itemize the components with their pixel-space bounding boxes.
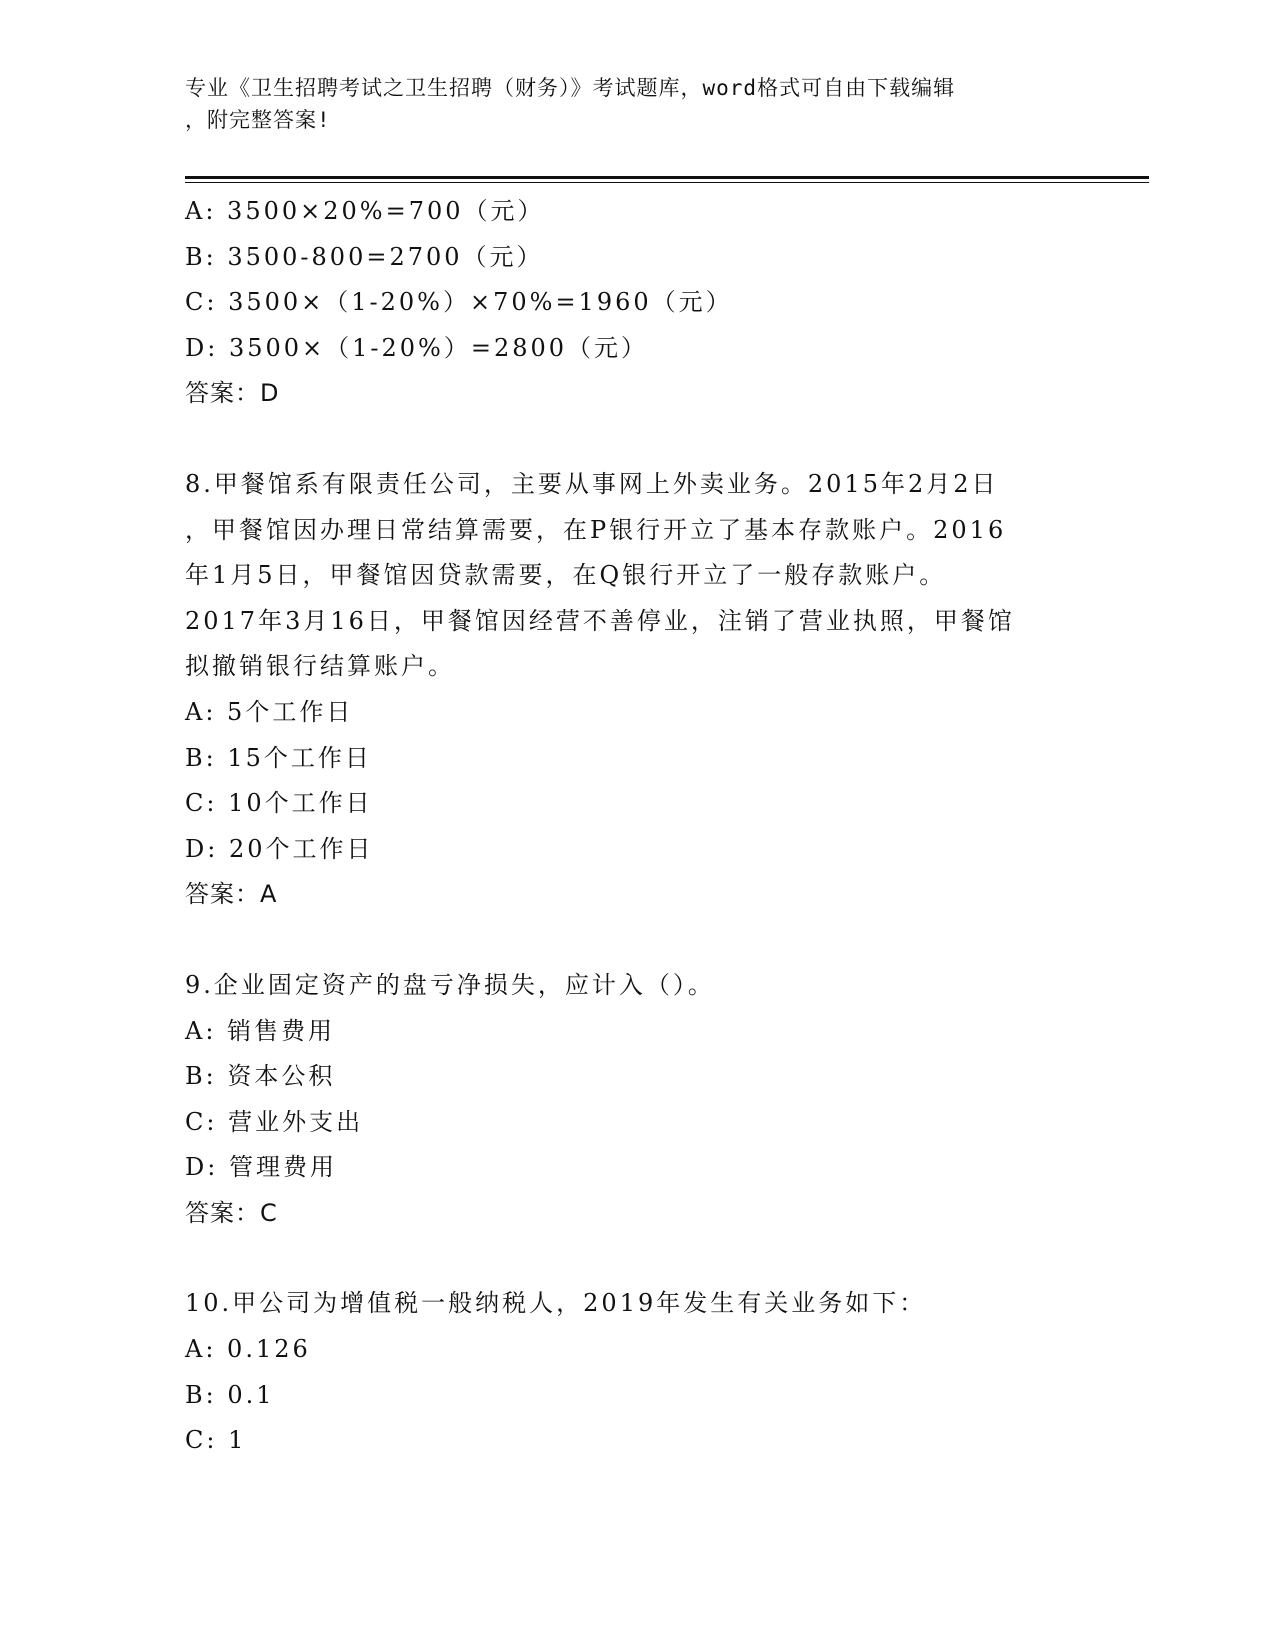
option-d: D: 3500×（1-20%）=2800（元） xyxy=(185,333,649,362)
question-8 xyxy=(185,462,1085,918)
spacer xyxy=(185,1236,1085,1281)
option-a: A: 3500×20%=700（元） xyxy=(185,197,545,225)
question-stem-line: 拟撤销银行结算账户。 xyxy=(185,652,455,681)
option-d: D: 20个工作日 xyxy=(185,834,374,863)
answer: 答案：C xyxy=(185,1198,278,1227)
question-list xyxy=(185,189,1085,1464)
question-10 xyxy=(185,1281,1085,1463)
option-d: D: 管理费用 xyxy=(185,1153,337,1182)
question-7 xyxy=(185,189,1085,417)
header-divider-thin xyxy=(185,182,1149,183)
header-divider-thick xyxy=(185,176,1149,179)
option-b: B: 0.1 xyxy=(185,1380,275,1409)
option-a: A: 5个工作日 xyxy=(185,697,354,726)
option-b: B: 3500-800=2700（元） xyxy=(185,242,544,271)
answer: 答案：A xyxy=(185,880,278,909)
option-a: A: 销售费用 xyxy=(185,1016,336,1045)
question-stem-line: 8.甲餐馆系有限责任公司，主要从事网上外卖业务。2015年2月2日 xyxy=(185,469,999,498)
option-a: A: 0.126 xyxy=(185,1335,311,1364)
spacer xyxy=(185,918,1085,963)
header-line-1: 专业《卫生招聘考试之卫生招聘（财务）》考试题库，word格式可自由下载编辑 xyxy=(185,76,956,100)
option-c: C: 10个工作日 xyxy=(185,789,373,818)
question-stem-line: 年1月5日，甲餐馆因贷款需要，在Q银行开立了一般存款账户。 xyxy=(185,561,947,590)
answer: 答案：D xyxy=(185,379,280,408)
option-b: B: 资本公积 xyxy=(185,1062,336,1091)
spacer xyxy=(185,417,1085,462)
option-c: C: 3500×（1-20%）×70%=1960（元） xyxy=(185,288,733,317)
question-stem-line: 2017年3月16日，甲餐馆因经营不善停业，注销了营业执照，甲餐馆 xyxy=(185,606,1015,635)
option-c: C: 1 xyxy=(185,1426,247,1455)
question-stem: 9.企业固定资产的盘亏净损失，应计入（）。 xyxy=(185,970,715,999)
option-b: B: 15个工作日 xyxy=(185,743,372,772)
question-stem: 10.甲公司为增值税一般纳税人，2019年发生有关业务如下： xyxy=(185,1289,927,1318)
question-9 xyxy=(185,963,1085,1237)
question-stem-line: ，甲餐馆因办理日常结算需要，在P银行开立了基本存款账户。2016 xyxy=(185,515,1007,544)
document-header xyxy=(185,72,1085,136)
option-c: C: 营业外支出 xyxy=(185,1107,364,1136)
header-line-2: ，附完整答案! xyxy=(185,108,331,132)
